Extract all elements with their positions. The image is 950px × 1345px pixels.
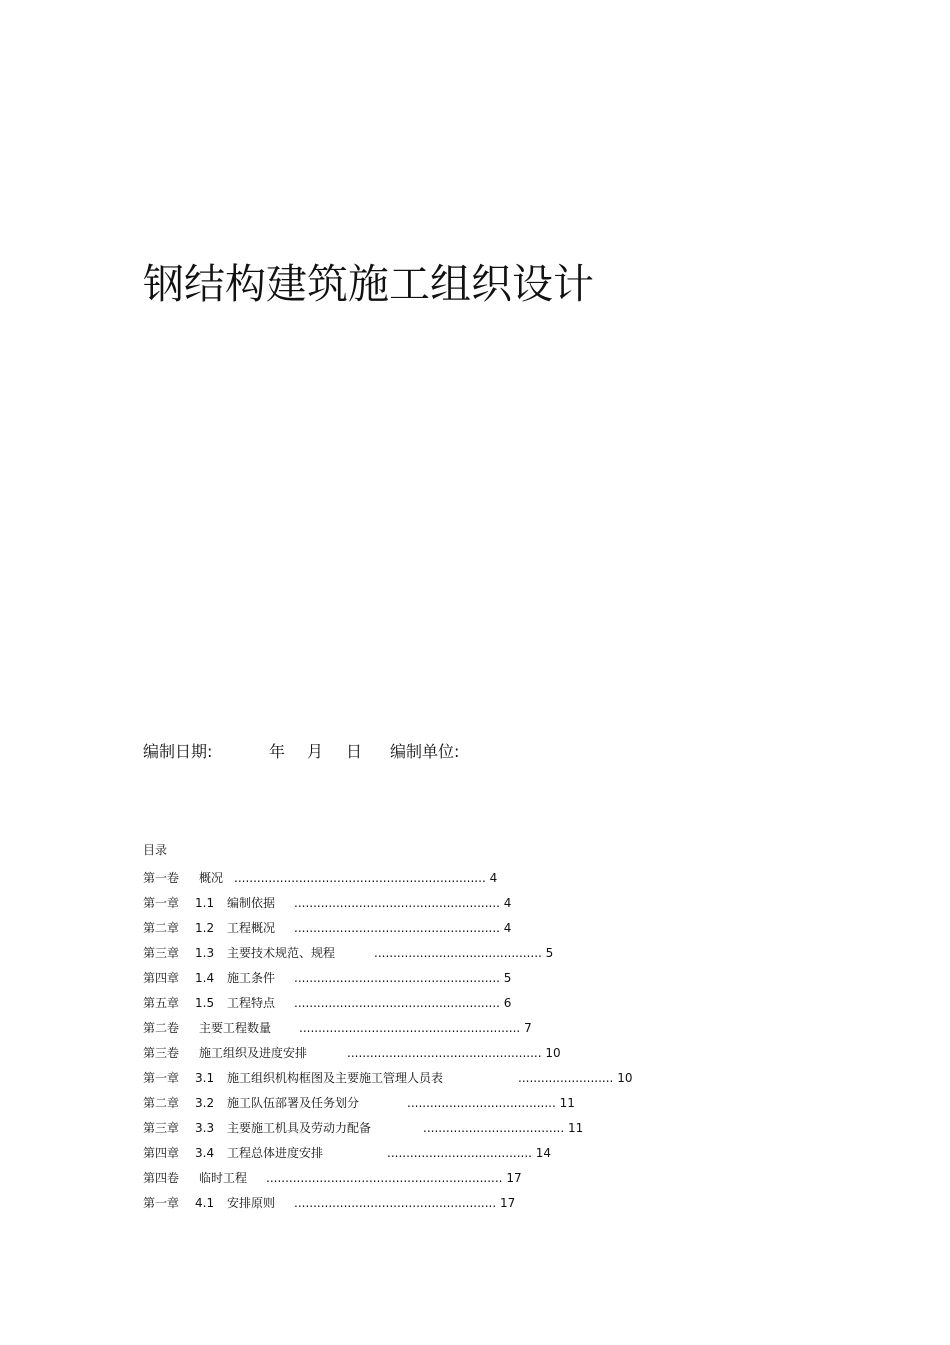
toc-chapter-label: 第二卷 [143,1021,180,1035]
toc-entry-title: 施工条件 [227,971,276,985]
toc-dot-leader: ............................................ 5 [374,946,554,960]
toc-page-number: 11 [567,1121,584,1135]
toc-page-number: 14 [535,1146,552,1160]
year-label: 年 [269,742,286,761]
toc-entry-title: 施工队伍部署及任务划分 [227,1096,360,1110]
toc-section-number: 1.4 [195,971,215,985]
toc-entry-title: 主要工程数量 [199,1021,272,1035]
toc-page-number: 17 [506,1171,522,1185]
toc-section-number: 3.4 [195,1146,215,1160]
toc-page-number: 17 [499,1196,516,1210]
toc-chapter-label: 第四卷 [143,1171,180,1185]
toc-section-number: 3.1 [195,1071,215,1085]
toc-section-number: 1.2 [195,921,215,935]
toc-heading: 目录 [143,843,168,857]
toc-dot-leader: ....................................... 11 [407,1096,575,1110]
toc-entry-title: 主要技术规范、规程 [227,946,336,960]
toc-entry-title: 概况 [199,871,224,885]
toc-chapter-label: 第一章 [143,1071,180,1085]
toc-entry-title: 编制依据 [227,896,276,910]
toc-page-number: 6 [503,996,512,1010]
toc-chapter-label: 第五章 [143,996,180,1010]
toc-entry-title: 临时工程 [199,1171,248,1185]
toc-entry-title: 施工组织机构框图及主要施工管理人员表 [227,1071,444,1085]
toc-chapter-label: 第一章 [143,1196,180,1210]
toc-dot-leader: ...................................................... 5 [294,971,512,985]
toc-dot-leader: ................................................... 10 [347,1046,561,1060]
toc-section-number: 1.1 [195,896,215,910]
toc-entry-title: 安排原则 [227,1196,276,1210]
toc-dot-leader: .............................................................. 17 [266,1171,522,1185]
document-title: 钢结构建筑施工组织设计 [143,260,594,308]
toc-entry-title: 工程特点 [227,996,276,1010]
toc-entry-title: 主要施工机具及劳动力配备 [227,1121,372,1135]
toc-chapter-label: 第三章 [143,946,180,960]
toc-section-number: 3.3 [195,1121,215,1135]
toc-dot-leader: ..................................... 11 [423,1121,584,1135]
toc-page-number: 7 [524,1021,532,1035]
toc-dot-leader: ...................................... 14 [387,1146,552,1160]
toc-chapter-label: 第三章 [143,1121,180,1135]
toc-dot-leader: ...................................................... 4 [294,921,512,935]
compile-unit-label: 编制单位: [390,742,460,761]
toc-page-number: 10 [617,1071,633,1085]
toc-section-number: 4.1 [195,1196,215,1210]
compile-date-label: 编制日期: [143,742,213,761]
toc-dot-leader: .................................................................. 4 [234,871,498,885]
toc-entry-title: 工程概况 [227,921,276,935]
toc-dot-leader: ..................................................... 17 [294,1196,516,1210]
toc-section-number: 1.5 [195,996,215,1010]
toc-chapter-label: 第四章 [143,971,180,985]
toc-section-number: 3.2 [195,1096,215,1110]
toc-chapter-label: 第二章 [143,921,180,935]
month-label: 月 [307,742,324,761]
toc-page-number: 5 [545,946,554,960]
toc-page-number: 4 [489,871,498,885]
toc-chapter-label: 第四章 [143,1146,180,1160]
toc-chapter-label: 第一章 [143,896,180,910]
toc-page-number: 4 [503,896,512,910]
toc-dot-leader: ...................................................... 6 [294,996,512,1010]
toc-section-number: 1.3 [195,946,215,960]
toc-chapter-label: 第三卷 [143,1046,180,1060]
day-label: 日 [346,742,363,761]
toc-page-number: 11 [559,1096,575,1110]
toc-page-number: 10 [545,1046,561,1060]
toc-dot-leader: ......................... 10 [518,1071,633,1085]
toc-chapter-label: 第一卷 [143,871,180,885]
toc-chapter-label: 第二章 [143,1096,180,1110]
toc-dot-leader: .......................................................... 7 [299,1021,532,1035]
toc-page-number: 4 [503,921,512,935]
toc-dot-leader: ...................................................... 4 [294,896,512,910]
toc-entry-title: 工程总体进度安排 [227,1146,324,1160]
toc-entry-title: 施工组织及进度安排 [199,1046,308,1060]
toc-page-number: 5 [503,971,512,985]
